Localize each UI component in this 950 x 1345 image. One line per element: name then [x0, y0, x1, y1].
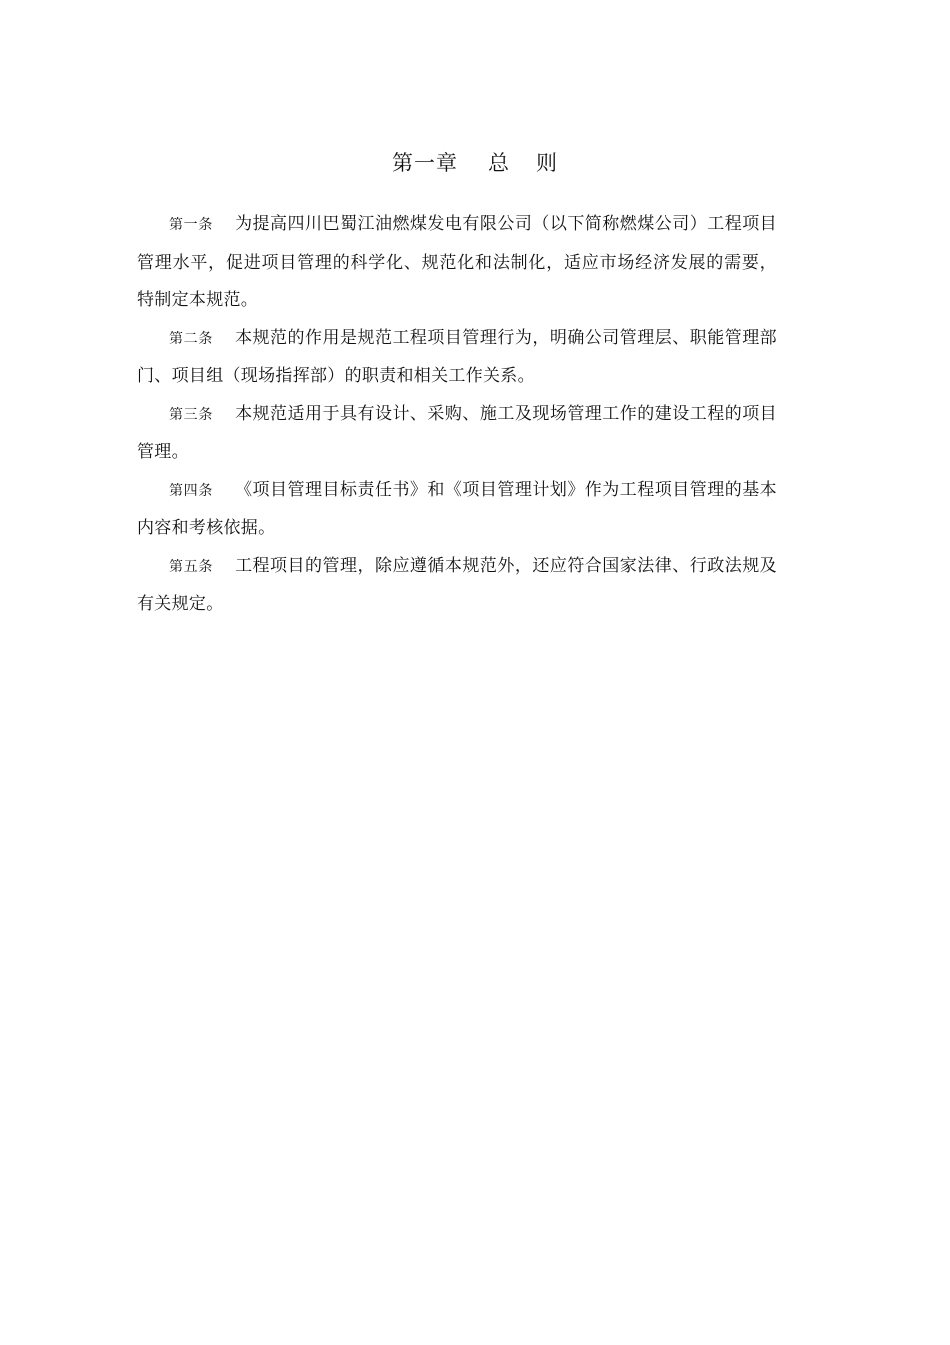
article-1 — [137, 206, 777, 320]
article-4 — [137, 472, 777, 548]
chapter-number: 第一章 — [392, 151, 458, 175]
article-5 — [137, 548, 777, 624]
article-text: 工程项目的管理，除应遵循本规范外，还应符合国家法律、行政法规及有关规定。 — [137, 555, 777, 614]
article-label: 第二条 — [169, 330, 214, 347]
article-label: 第四条 — [169, 482, 214, 499]
chapter-title-part2: 则 — [536, 151, 558, 175]
article-label: 第三条 — [169, 406, 214, 423]
article-3 — [137, 396, 777, 472]
chapter-title — [0, 148, 950, 178]
article-2 — [137, 320, 777, 396]
chapter-title-part1: 总 — [488, 151, 510, 175]
chapter-body — [137, 206, 777, 624]
article-label: 第五条 — [169, 558, 214, 575]
article-text: 本规范的作用是规范工程项目管理行为，明确公司管理层、职能管理部门、项目组（现场指挥部）的职责和相关工作关系。 — [137, 327, 777, 386]
article-label: 第一条 — [169, 217, 214, 233]
article-text: 本规范适用于具有设计、采购、施工及现场管理工作的建设工程的项目管理。 — [137, 403, 777, 462]
article-text: 《项目管理目标责任书》和《项目管理计划》作为工程项目管理的基本内容和考核依据。 — [137, 479, 777, 538]
article-text: 为提高四川巴蜀江油燃煤发电有限公司（以下简称燃煤公司）工程项目管理水平，促进项目管理的科学化、规范化和法制化，适应市场经济发展的需要，特制定本规范。 — [137, 214, 777, 310]
